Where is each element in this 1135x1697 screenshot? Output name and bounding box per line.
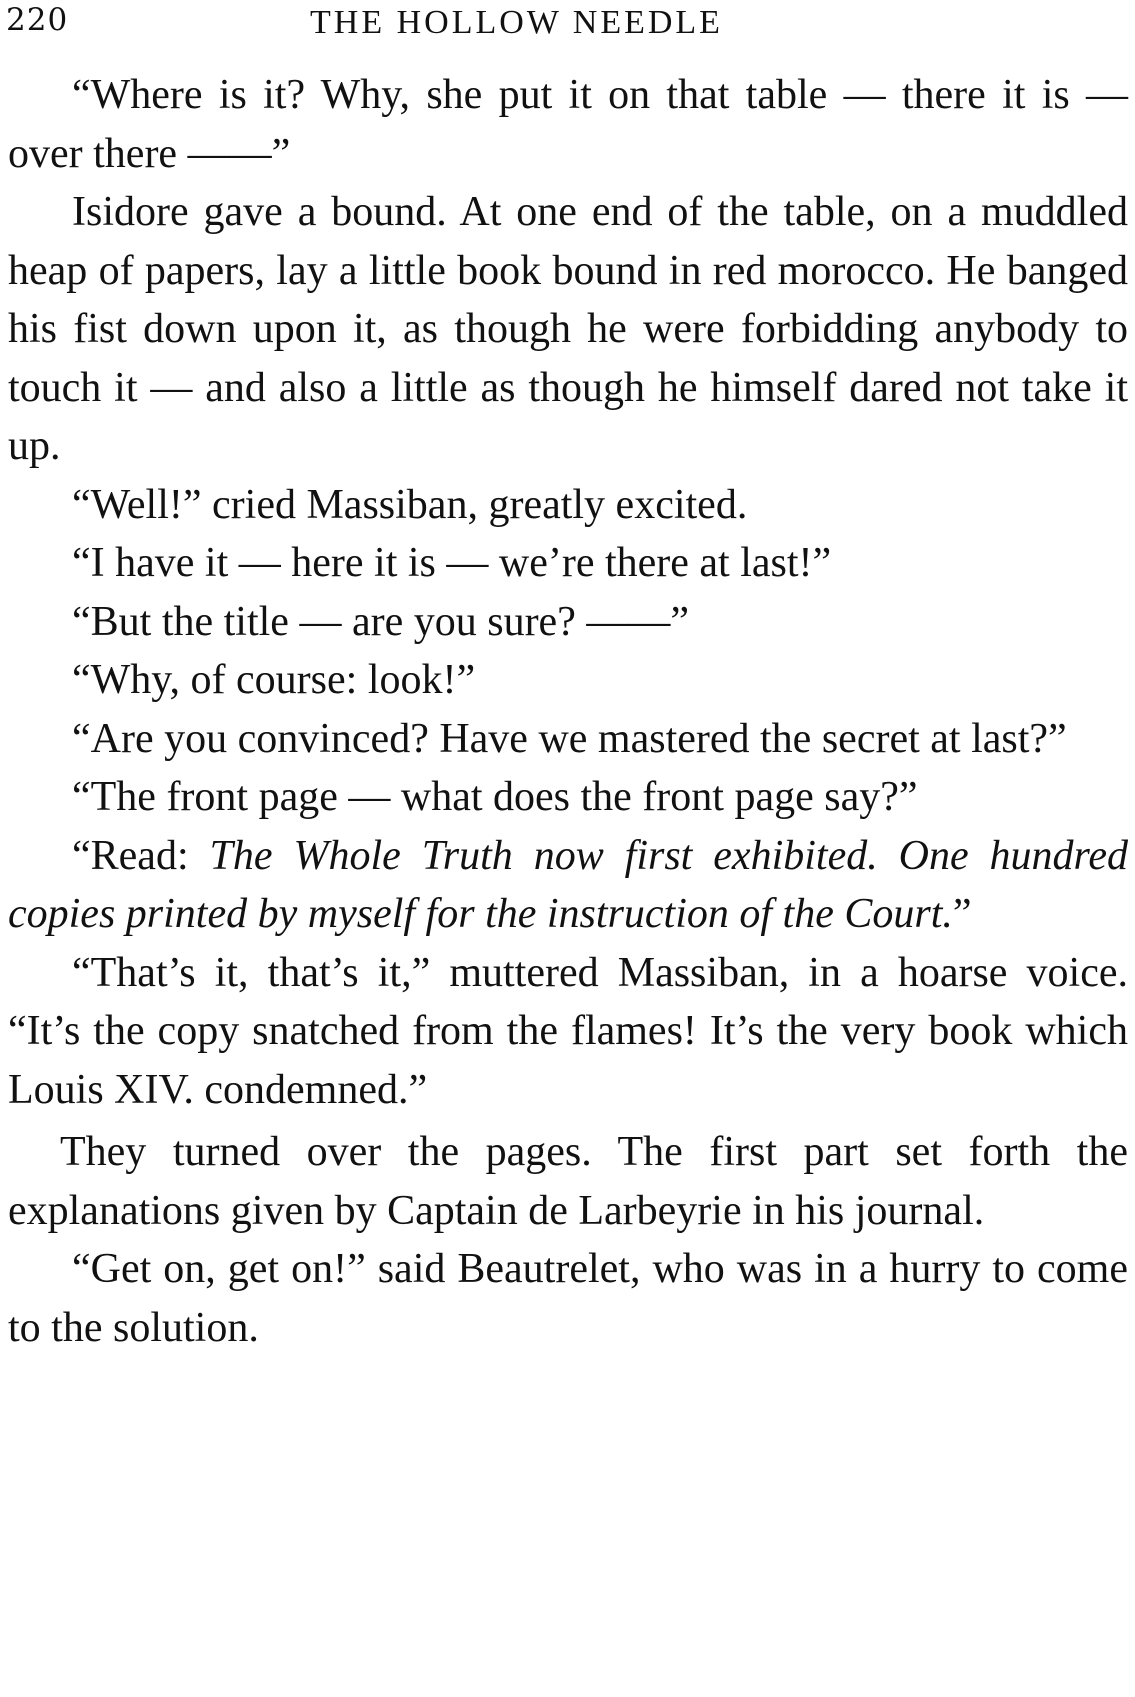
paragraph-well-massiban: “Well!” cried Massiban, greatly excited.: [72, 481, 748, 528]
paragraph-get-on: “Get on, get on!” said Beautrelet, who was in a hurry to come to the solution.: [8, 1246, 1128, 1351]
paragraph-where-is-it: “Where is it? Why, she put it on that table — there it is — over there ——”: [8, 72, 1128, 177]
running-head: [0, 2, 1135, 46]
paragraph-why-of-course: “Why, of course: look!”: [72, 657, 476, 703]
paragraph-but-the-title: “But the title — are you sure? ——”: [72, 598, 689, 645]
paragraph-i-have-it: “I have it — here it is — we’re there at last!”: [72, 540, 832, 586]
paragraph-turned-pages: They turned over the pages. The first part set forth the explanations given by Captain de Larbeyrie in his journal.: [8, 1129, 1128, 1234]
paragraph-read-title: [8, 827, 1128, 944]
paragraph-thats-it: “That’s it, that’s it,” muttered Massiban, in a hoarse voice. “It’s the copy snatched from the flames! It’s the very book which Louis XIV. condemned.”: [8, 949, 1128, 1113]
running-title: THE HOLLOW NEEDLE: [310, 4, 723, 41]
paragraph-front-page: “The front page — what does the front page say?”: [72, 774, 918, 820]
read-prefix: “Read:: [72, 832, 210, 879]
paragraph-are-you-convinced: “Are you convinced? Have we mastered the secret at last?”: [72, 715, 1067, 762]
body-text: [8, 66, 1128, 1357]
book-title-italic: The Whole Truth now first exhibited. One hundred copies printed by myself for the instruction of the Court.: [8, 832, 1128, 937]
page-number: 220: [6, 2, 69, 38]
read-suffix: ”: [952, 891, 972, 937]
paragraph-isidore-bound: Isidore gave a bound. At one end of the table, on a muddled heap of papers, lay a little book bound in red morocco. He banged his fist down upon it, as though he were forbidding anybody to touch it — and also a little as though he himself dared not take it up.: [8, 189, 1128, 469]
